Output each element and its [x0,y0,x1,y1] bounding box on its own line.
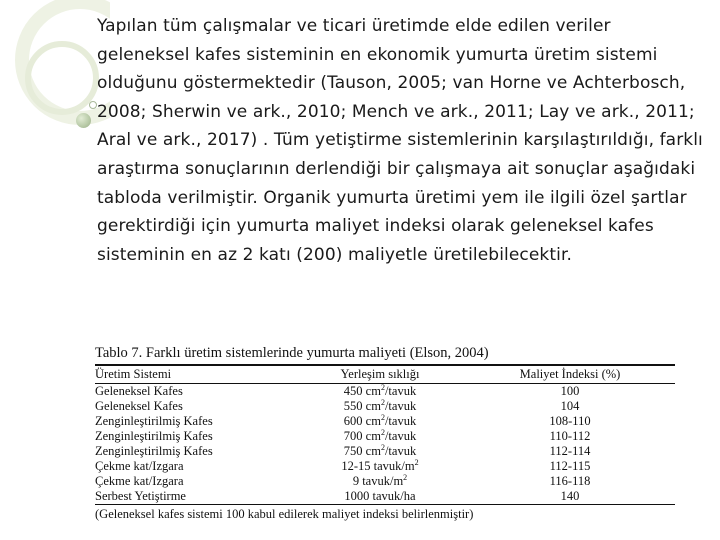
density-exponent: 2 [414,457,419,467]
cell-system: Çekme kat/Izgara [95,474,184,488]
cell-index: 108-110 [549,414,591,428]
table-row [95,474,675,489]
cell-density [295,474,465,489]
cell-density [295,384,465,400]
column-header-density: Yerleşim sıklığı [340,367,420,381]
cell-index: 112-114 [549,444,591,458]
density-value: 600 cm [343,414,381,428]
density-unit: /tavuk [384,429,417,443]
cell-density [295,444,465,459]
cost-table-block [95,344,675,522]
cell-system: Zenginleştirilmiş Kafes [95,444,213,458]
cell-index: 100 [560,384,580,398]
table-row [95,414,675,429]
cell-density [295,489,465,505]
cell-system: Geleneksel Kafes [95,384,183,398]
density-unit: /tavuk [384,414,417,428]
bullet-icon [76,113,91,128]
column-header-index: Maliyet İndeksi (%) [519,367,621,381]
density-unit: /tavuk [384,444,417,458]
density-exponent: 2 [380,442,385,452]
cell-system: Geleneksel Kafes [95,399,183,413]
density-unit: /tavuk [384,384,417,398]
density-value: 1000 tavuk/ha [344,489,416,503]
table-row [95,444,675,459]
cell-system: Serbest Yetiştirme [95,489,186,503]
cell-index: 110-112 [549,429,591,443]
body-paragraph: Yapılan tüm çalışmalar ve ticari üretimde elde edilen veriler geleneksel kafes sisteminin en ekonomik yumurta üretim sistemi olduğunu göstermektedir (Tauson, 2005; van Horne ve Achterbosch, 2008; Sherwin ve ark., 2010; Mench ve ark., 2011; Lay ve ark., 2011; Aral ve ark., 2017) . Tüm yetiştirme sistemlerinin karşılaştırıldığı, farklı araştırma sonuçlarının derlendiği bir çalışmaya ait sonuçlar aşağıdaki tabloda verilmiştir. Organik yumurta üretimi yem ile ilgili özel şartlar gerektirdiği için yumurta maliyet indeksi olarak geleneksel kafes sisteminin en az 2 katı (200) maliyetle üretilebilecektir. [97,16,703,265]
cell-system: Çekme kat/Izgara [95,459,184,473]
table-row [95,399,675,414]
bullet-dot-icon [89,101,97,109]
table-row [95,384,675,400]
table-row [95,489,675,505]
cell-density [295,459,465,474]
density-value: 750 cm [343,444,381,458]
column-header-system: Üretim Sistemi [95,367,172,381]
table-footnote: (Geleneksel kafes sistemi 100 kabul edilerek maliyet indeksi belirlenmiştir) [95,507,474,521]
table-row [95,459,675,474]
cell-density [295,399,465,414]
table-header-row [95,365,675,384]
cost-table [95,364,675,505]
density-unit: /tavuk [384,399,417,413]
decorative-rings [0,0,110,200]
cell-density [295,414,465,429]
density-value: 700 cm [343,429,381,443]
density-value: 9 tavuk/m [352,474,404,488]
density-exponent: 2 [403,472,408,482]
density-value: 450 cm [343,384,381,398]
cell-index: 112-115 [549,459,591,473]
density-exponent: 2 [380,382,385,392]
density-value: 550 cm [343,399,381,413]
cell-system: Zenginleştirilmiş Kafes [95,429,213,443]
density-exponent: 2 [380,427,385,437]
density-value: 12-15 tavuk/m [341,459,415,473]
cell-system: Zenginleştirilmiş Kafes [95,414,213,428]
density-exponent: 2 [380,412,385,422]
density-exponent: 2 [380,397,385,407]
cell-index: 104 [560,399,580,413]
cell-index: 140 [560,489,580,503]
cell-index: 116-118 [549,474,591,488]
cell-density [295,429,465,444]
table-caption: Tablo 7. Farklı üretim sistemlerinde yumurta maliyeti (Elson, 2004) [95,345,489,361]
table-row [95,429,675,444]
